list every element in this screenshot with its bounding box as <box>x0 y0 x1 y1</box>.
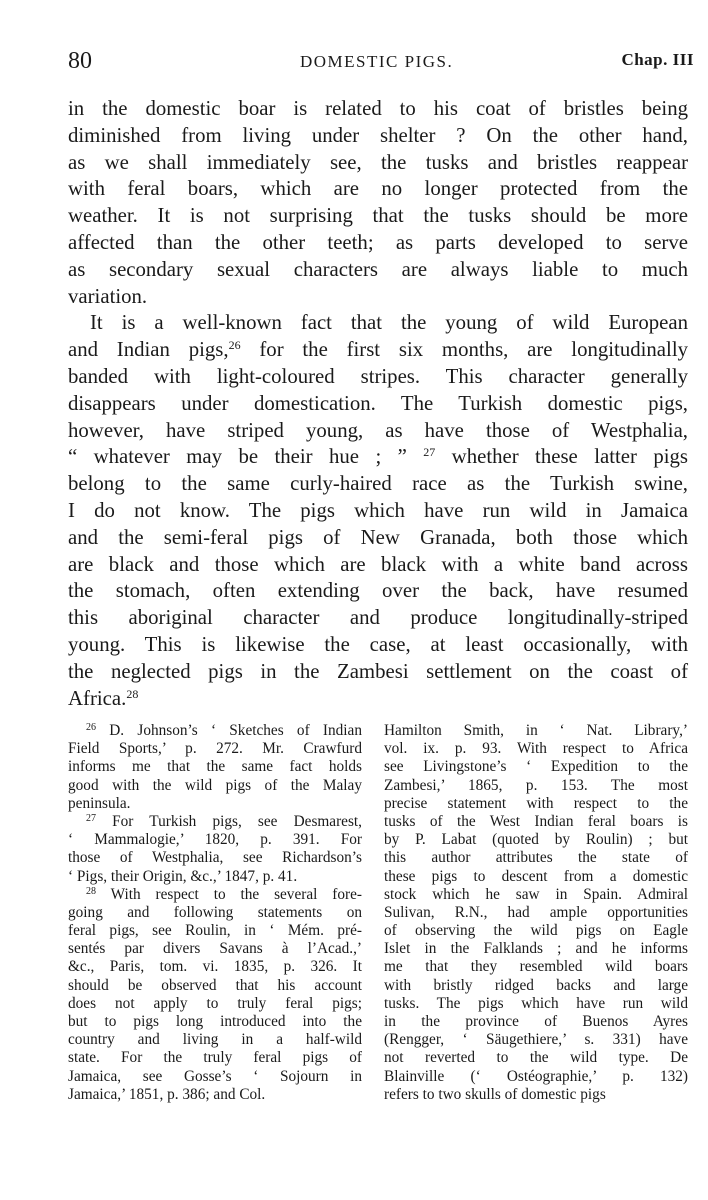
line-text: should be observed that his account <box>68 976 362 994</box>
footnote-line <box>68 740 362 758</box>
footnote-line <box>384 1013 688 1031</box>
body-line <box>68 471 688 498</box>
line-text: I do not know. The pigs which have run wild in Jamaica <box>68 498 688 522</box>
body-line <box>68 364 688 391</box>
footnote-line <box>384 922 688 940</box>
line-text: country and living in a half-wild <box>68 1031 362 1049</box>
line-text: Field Sports,’ p. 272. Mr. Crawfurd <box>68 740 362 758</box>
line-text: (Rengger, ‘ Säugethiere,’ s. 331) have <box>384 1031 688 1049</box>
line-text: going and following statements on <box>68 903 362 921</box>
line-text: does not apply to truly feral pigs; <box>68 994 362 1012</box>
line-text: these pigs to descent from a domestic <box>384 867 688 885</box>
line-text: in the province of Buenos Ayres <box>384 1013 688 1030</box>
footnote-line <box>68 977 362 995</box>
line-text: with bristly ridged backs and large <box>384 976 688 994</box>
footnote-line <box>384 1031 688 1049</box>
line-text: Jamaica,’ 1851, p. 386; and Col. <box>68 1085 266 1103</box>
line-text: ‘ Mammalogie,’ 1820, p. 391. For <box>68 831 362 849</box>
body-line <box>68 123 688 150</box>
line-text: With respect to the several fore- <box>96 885 362 903</box>
line-text: as we shall immediately see, the tusks and bristles reappear <box>68 150 688 174</box>
line-text: For Turkish pigs, see Desmarest, <box>96 812 362 830</box>
line-text: however, have striped young, as have those of Westphalia, <box>68 418 688 442</box>
body-line <box>68 96 688 123</box>
footnote-line <box>68 1086 362 1104</box>
footnote-line <box>384 777 688 795</box>
footnote-line <box>68 1013 362 1031</box>
line-text: ‘ Pigs, their Origin, &c.,’ 1847, p. 41. <box>68 867 298 885</box>
line-text: this author attributes the state of <box>384 849 688 867</box>
line-text: the stomach, often extending over the back, have resumed <box>68 579 688 603</box>
body-line <box>68 552 688 579</box>
line-text: Africa. <box>68 686 127 710</box>
line-text: and Indian pigs, <box>68 338 229 362</box>
line-text: state. For the truly feral pigs of <box>68 1049 362 1067</box>
body-line <box>68 605 688 632</box>
line-text: tusks. The pigs which have run wild <box>384 994 688 1012</box>
body-line <box>68 498 688 525</box>
footnotes-right-column <box>384 722 688 1104</box>
line-text: Jamaica, see Gosse’s ‘ Sojourn in <box>68 1067 362 1085</box>
line-text: the neglected pigs in the Zambesi settlement on the coast of <box>68 659 688 683</box>
footnote-line <box>384 1068 688 1086</box>
footnote-line <box>384 831 688 849</box>
body-line <box>68 257 688 284</box>
footnote-line <box>384 795 688 813</box>
footnote-line <box>68 722 362 740</box>
footnote-line <box>384 1049 688 1067</box>
body-line <box>68 230 688 257</box>
line-text-continued: for the first six months, are longitudinally <box>240 338 688 362</box>
line-text: see Livingstone’s ‘ Expedition to the <box>384 758 688 776</box>
line-text: feral pigs, see Roulin, in ‘ Mém. pré- <box>68 922 362 940</box>
footnote-line <box>384 722 688 740</box>
body-line <box>68 578 688 605</box>
line-text: vol. ix. p. 93. With respect to Africa <box>384 740 688 758</box>
footnote-line <box>68 795 362 813</box>
footnote-line <box>384 758 688 776</box>
body-line <box>68 176 688 203</box>
line-text: informs me that the same fact holds <box>68 758 362 776</box>
line-text: and the semi-feral pigs of New Granada, both those which <box>68 525 688 549</box>
body-line <box>68 203 688 230</box>
line-text: sentés par divers Savans à l’Acad.,’ <box>68 940 362 958</box>
body-line <box>68 391 688 418</box>
body-text <box>68 96 688 712</box>
body-line <box>68 444 688 471</box>
footnote-reference: 27 <box>423 445 436 460</box>
page-number: 80 <box>68 48 92 74</box>
footnote-line <box>68 813 362 831</box>
footnote-line <box>68 995 362 1013</box>
line-text: affected than the other teeth; as parts developed to serve <box>68 230 688 254</box>
line-text: of observing the wild pigs on Eagle <box>384 922 688 940</box>
line-text: “ whatever may be their hue ; ” <box>68 445 424 469</box>
footnote-line <box>68 777 362 795</box>
line-text: Sulivan, R.N., had ample opportunities <box>384 903 688 921</box>
footnote-line <box>68 958 362 976</box>
line-text: those of Westphalia, see Richardson’s <box>68 849 362 867</box>
footnote-line <box>384 740 688 758</box>
body-line <box>68 659 688 686</box>
line-text: Islet in the Falklands ; and he informs <box>384 940 688 958</box>
body-line <box>68 150 688 177</box>
footnote-line <box>68 831 362 849</box>
line-text: in the domestic boar is related to his coat of bristles being <box>68 97 688 120</box>
line-text: It is a well-known fact that the young of wild European <box>90 311 688 335</box>
line-text: peninsula. <box>68 794 131 812</box>
running-title: DOMESTIC PIGS. <box>300 52 454 71</box>
footnote-line <box>384 940 688 958</box>
footnote-line <box>68 1031 362 1049</box>
body-line <box>68 632 688 659</box>
footnote-line <box>384 849 688 867</box>
footnote-reference: 26 <box>228 338 241 353</box>
footnote-line <box>384 1086 688 1104</box>
line-text: as secondary sexual characters are always liable to much <box>68 257 688 281</box>
line-text: good with the wild pigs of the Malay <box>68 776 362 794</box>
footnote-line <box>68 1049 362 1067</box>
footnote-number: 28 <box>86 885 96 897</box>
footnote-number: 27 <box>86 812 96 824</box>
footnote-line <box>68 886 362 904</box>
line-text: me that they resembled wild boars <box>384 958 688 976</box>
body-line <box>68 525 688 552</box>
line-text: weather. It is not surprising that the tusks should be more <box>68 204 688 228</box>
footnote-line <box>384 868 688 886</box>
line-text: belong to the same curly-haired race as the Turkish swine, <box>68 472 688 496</box>
line-text: with feral boars, which are no longer protected from the <box>68 177 688 201</box>
footnote-line <box>384 813 688 831</box>
footnote-line <box>68 922 362 940</box>
line-text: not reverted to the wild type. De <box>384 1049 688 1067</box>
line-text: Zambesi,’ 1865, p. 153. The most <box>384 776 688 794</box>
body-line <box>68 310 688 337</box>
line-text: young. This is likewise the case, at least occasionally, with <box>68 632 688 656</box>
line-text: Hamilton Smith, in ‘ Nat. Library,’ <box>384 722 688 739</box>
line-text: banded with light-coloured stripes. This character generally <box>68 364 688 388</box>
line-text-continued: whether these latter pigs <box>435 445 688 469</box>
footnote-line <box>68 849 362 867</box>
line-text: by P. Labat (quoted by Roulin) ; but <box>384 831 688 849</box>
footnote-line <box>384 886 688 904</box>
footnote-line <box>68 940 362 958</box>
body-line <box>68 337 688 364</box>
footnote-line <box>384 995 688 1013</box>
line-text: stock which he saw in Spain. Admiral <box>384 885 688 903</box>
body-line <box>68 284 688 311</box>
running-head <box>68 48 694 78</box>
footnote-line <box>384 958 688 976</box>
line-text: diminished from living under shelter ? On the other hand, <box>68 123 688 147</box>
footnote-number: 26 <box>86 722 96 733</box>
body-line <box>68 686 688 713</box>
footnote-reference: 28 <box>126 686 139 701</box>
line-text: &c., Paris, tom. vi. 1835, p. 326. It <box>68 958 362 976</box>
line-text: D. Johnson’s ‘ Sketches of Indian <box>96 722 362 739</box>
footnote-line <box>68 758 362 776</box>
line-text: precise statement with respect to the <box>384 794 688 812</box>
footnote-line <box>68 904 362 922</box>
line-text: are black and those which are black with a white band across <box>68 552 688 576</box>
footnote-line <box>384 904 688 922</box>
footnote-line <box>68 1068 362 1086</box>
line-text: Blainville (‘ Ostéographie,’ p. 132) <box>384 1067 688 1085</box>
line-text: but to pigs long introduced into the <box>68 1013 362 1030</box>
line-text: disappears under domestication. The Turkish domestic pigs, <box>68 391 688 415</box>
line-text: refers to two skulls of domestic pigs <box>384 1085 606 1103</box>
footnote-line <box>384 977 688 995</box>
line-text: this aboriginal character and produce longitudinally-striped <box>68 606 688 630</box>
line-text: tusks of the West Indian feral boars is <box>384 812 688 830</box>
line-text: variation. <box>68 284 148 308</box>
footnote-line <box>68 868 362 886</box>
chapter-label: Chap. III <box>621 50 694 69</box>
body-line <box>68 418 688 445</box>
footnotes-left-column <box>68 722 362 1104</box>
